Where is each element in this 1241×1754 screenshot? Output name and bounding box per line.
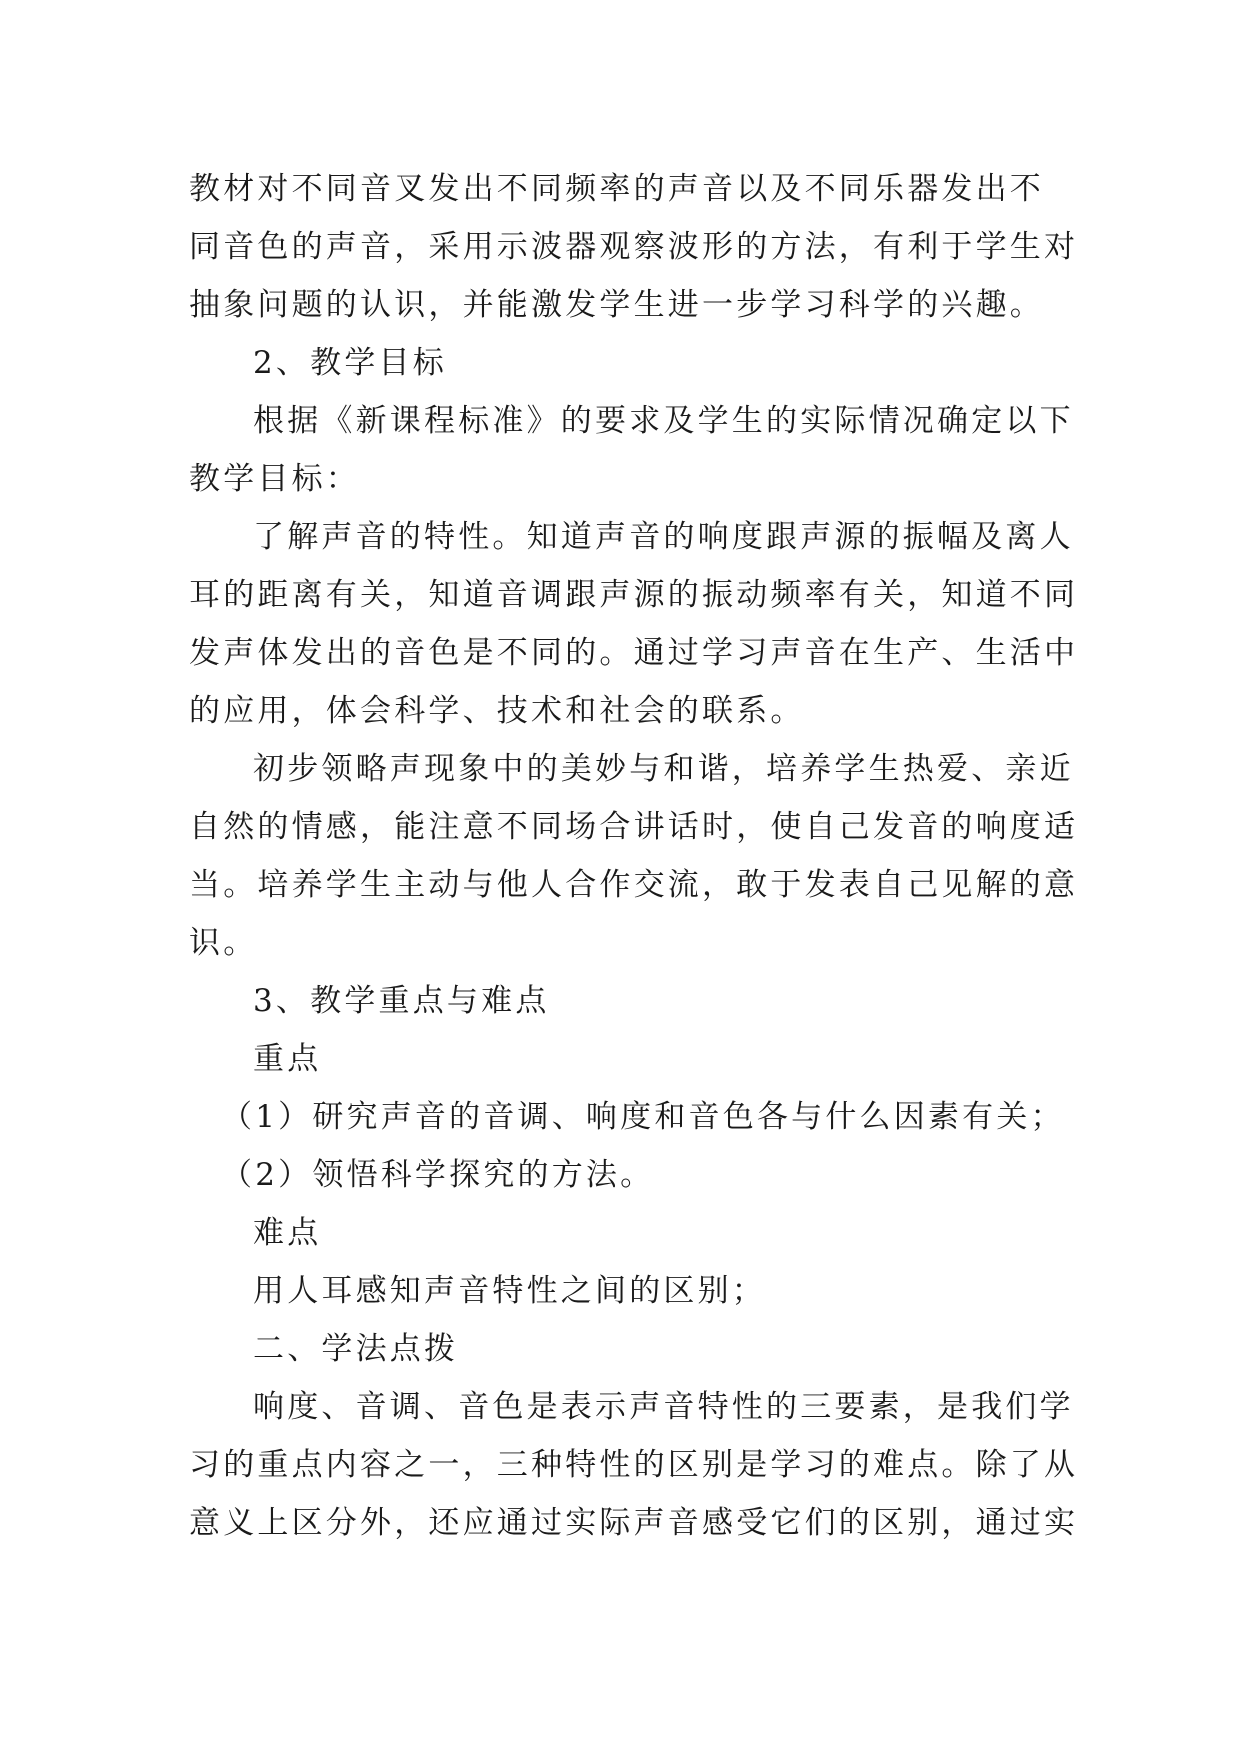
heading-text: 2、教学目标 [253,345,447,381]
text-line: 耳的距离有关，知道音调跟声源的振动频率有关，知道不同 [189,577,1079,613]
text-line: 当。培养学生主动与他人合作交流，敢于发表自己见解的意 [189,867,1079,903]
heading-text: 3、教学重点与难点 [253,983,550,1019]
key-point-2 [189,1146,1069,1204]
label-difficult-points [189,1204,1069,1262]
text-line: 初步领略声现象中的美妙与和谐，培养学生热爱、亲近 [253,751,1074,787]
paragraph-goal-emotion [189,740,1079,972]
label-key-points [189,1030,1069,1088]
paragraph-intro-continued [189,160,1079,334]
paragraph-goals-intro [189,392,1074,508]
text-line: 教学目标： [189,461,360,497]
heading-study-method [189,1320,1069,1378]
heading-teaching-goals [189,334,1069,392]
label-text: 难点 [253,1215,322,1251]
text-line: 教材对不同音叉发出不同频率的声音以及不同乐器发出不 [189,171,1044,207]
text-line: 意义上区分外，还应通过实际声音感受它们的区别，通过实 [189,1505,1079,1541]
text-line: 识。 [189,925,258,961]
text-line: 自然的情感，能注意不同场合讲话时，使自己发音的响度适 [189,809,1079,845]
text-line: 同音色的声音，采用示波器观察波形的方法，有利于学生对 [189,229,1079,265]
text-line: 抽象问题的认识，并能激发学生进一步学习科学的兴趣。 [189,287,1044,323]
text-line: 根据《新课程标准》的要求及学生的实际情况确定以下 [253,403,1074,439]
label-text: 重点 [253,1041,322,1077]
heading-text: 二、学法点拨 [253,1331,459,1367]
paragraph-study-method [189,1378,1079,1552]
difficult-point-1 [189,1262,1069,1320]
key-point-1 [189,1088,1069,1146]
text-line: 了解声音的特性。知道声音的响度跟声源的振幅及离人 [253,519,1074,555]
list-item-text: （1）研究声音的音调、响度和音色各与什么因素有关； [221,1099,1065,1135]
text-line: 响度、音调、音色是表示声音特性的三要素，是我们学 [253,1389,1074,1425]
document-body [189,160,1079,1552]
text-line: 的应用，体会科学、技术和社会的联系。 [189,693,805,729]
list-item-text: 用人耳感知声音特性之间的区别； [253,1273,766,1309]
heading-key-difficult [189,972,1069,1030]
text-line: 习的重点内容之一，三种特性的区别是学习的难点。除了从 [189,1447,1079,1483]
text-line: 发声体发出的音色是不同的。通过学习声音在生产、生活中 [189,635,1079,671]
list-item-text: （2）领悟科学探究的方法。 [221,1157,655,1193]
paragraph-goal-knowledge [189,508,1079,740]
